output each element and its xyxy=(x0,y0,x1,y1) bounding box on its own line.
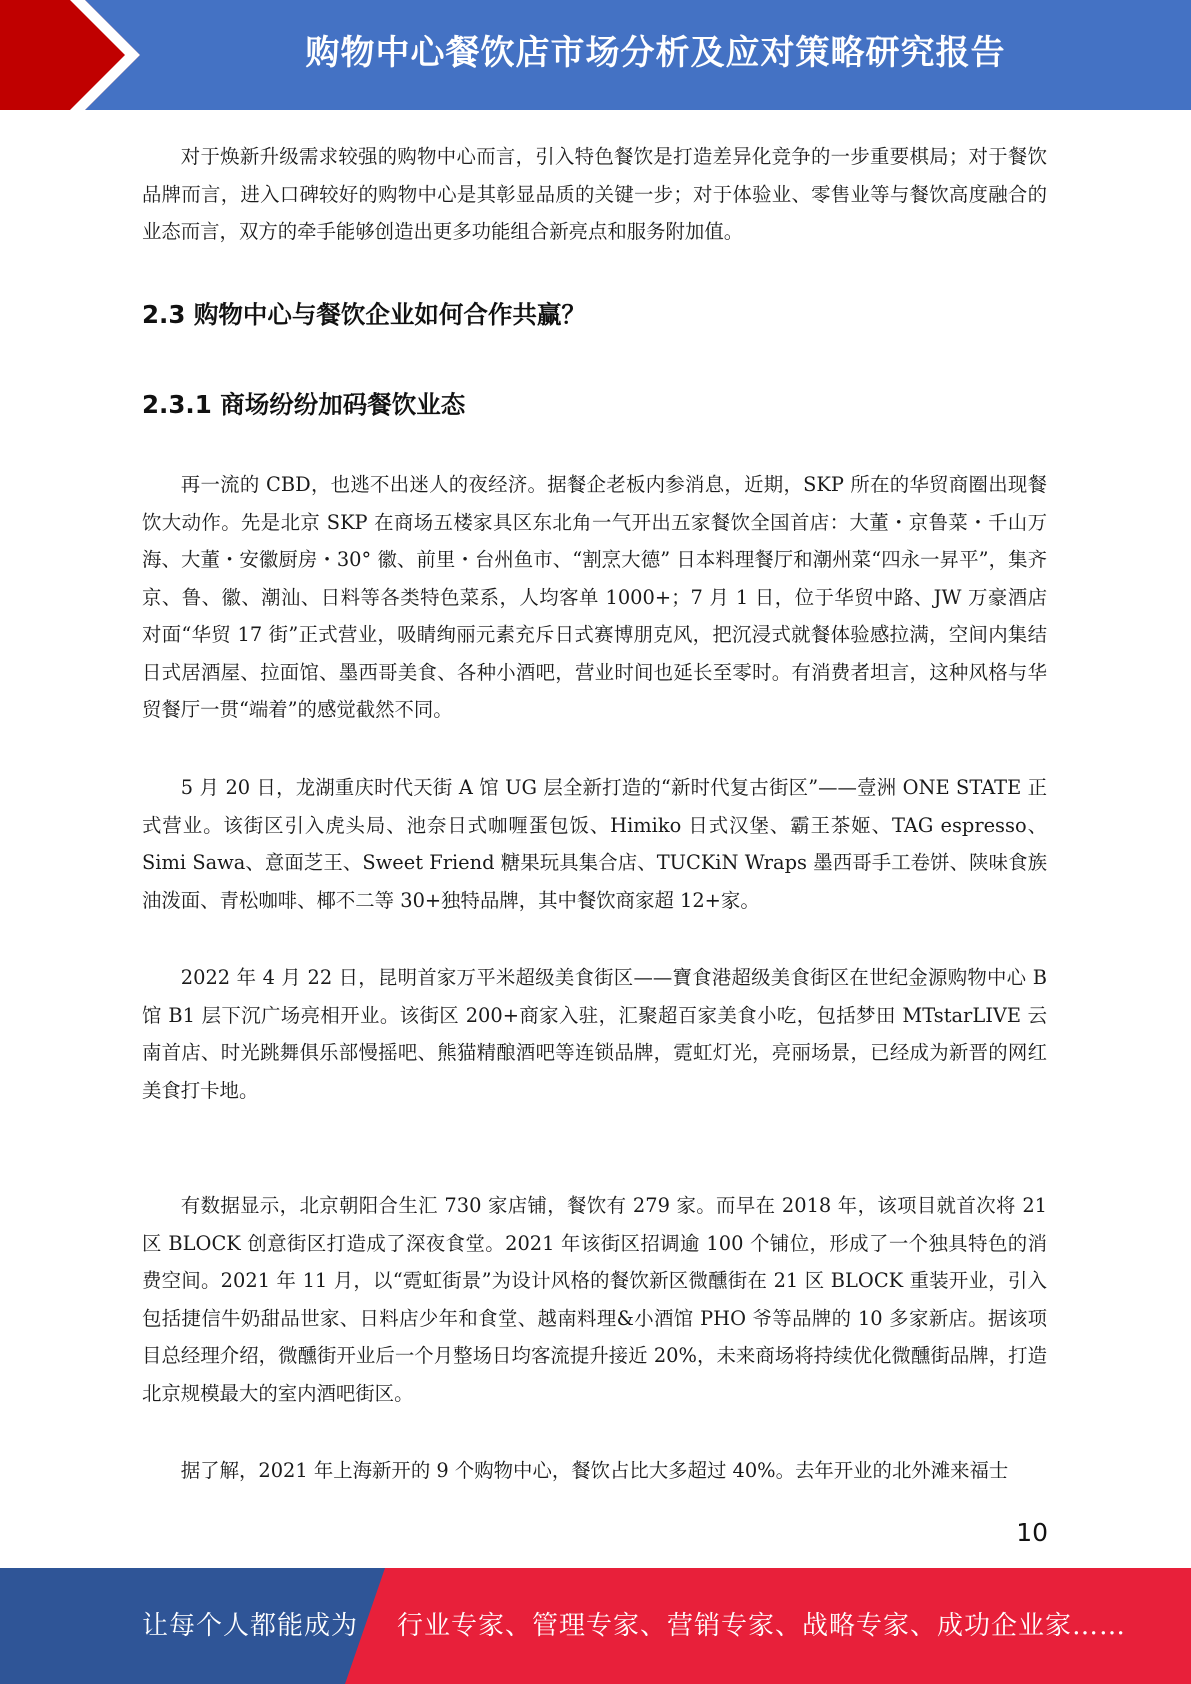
paragraph-longhu: 5 月 20 日，龙湖重庆时代天街 A 馆 UG 层全新打造的“新时代复古街区”——壹洲 ONE STATE 正式营业。该街区引入虎头局、池奈日式咖喱蛋包饭、Himiko 日式汉堡、霸王茶姬、TAG espresso、Simi Sawa、意面芝王、Sweet Friend 糖果玩具集合店、TUCKiN Wraps 墨西哥手工卷饼、陕味食族油泼面、青松咖啡、椰不二等 30+独特品牌，其中餐饮商家超 12+家。 xyxy=(142,776,1047,912)
section-heading-2-3: 2.3 购物中心与餐饮企业如何合作共赢？ xyxy=(142,300,586,329)
paragraph-skp: 再一流的 CBD，也逃不出迷人的夜经济。据餐企老板内参消息，近期，SKP 所在的华贸商圈出现餐饮大动作。先是北京 SKP 在商场五楼家具区东北角一气开出五家餐饮全国首店：大董・京鲁菜・千山万海、大董・安徽厨房・30° 徽、前里・台州鱼市、“割烹大德” 日本料理餐厅和潮州菜“四永一昇平”，集齐京、鲁、徽、潮汕、日料等各类特色菜系，人均客单 1000+；7 月 1 日，位于华贸中路、JW 万豪酒店对面“华贸 17 街”正式营业，吸睛绚丽元素充斥日式赛博朋克风，把沉浸式就餐体验感拉满，空间内集结日式居酒屋、拉面馆、墨西哥美食、各种小酒吧，营业时间也延长至零时。有消费者坦言，这种风格与华贸餐厅一贯“端着”的感觉截然不同。 xyxy=(142,473,1047,721)
footer-slogan-left: 让每个人都能成为 xyxy=(142,1611,359,1641)
paragraph-shanghai: 据了解，2021 年上海新开的 9 个购物中心，餐饮占比大多超过 40%。去年开业的北外滩来福士 xyxy=(180,1459,1009,1482)
document-title: 购物中心餐饮店市场分析及应对策略研究报告 xyxy=(305,33,1006,73)
header-chevron-decoration xyxy=(0,0,160,110)
paragraph-kunming: 2022 年 4 月 22 日，昆明首家万平米超级美食街区——寶食港超级美食街区在世纪金源购物中心 B 馆 B1 层下沉广场亮相开业。该街区 200+商家入驻，汇聚超百家美食小吃，包括梦田 MTstarLIVE 云南首店、时光跳舞俱乐部慢摇吧、熊猫精酿酒吧等连锁品牌，霓虹灯光，亮丽场景，已经成为新晋的网红美食打卡地。 xyxy=(142,966,1047,1102)
footer-slogan-right: 行业专家、管理专家、营销专家、战略专家、成功企业家…… xyxy=(397,1611,1127,1641)
paragraph-hesheng: 有数据显示，北京朝阳合生汇 730 家店铺，餐饮有 279 家。而早在 2018 年，该项目就首次将 21 区 BLOCK 创意街区打造成了深夜食堂。2021 年该街区招调逾 100 个铺位，形成了一个独具特色的消费空间。2021 年 11 月，以“霓虹街景”为设计风格的餐饮新区微醺街在 21 区 BLOCK 重装开业，引入包括捷信牛奶甜品世家、日料店少年和食堂、越南料理&小酒馆 PHO 爷等品牌的 10 多家新店。据该项目总经理介绍，微醺街开业后一个月整场日均客流提升接近 20%，未来商场将持续优化微醺街品牌，打造北京规模最大的室内酒吧街区。 xyxy=(142,1194,1047,1405)
page-footer xyxy=(0,1568,1191,1684)
subsection-heading-2-3-1: 2.3.1 商场纷纷加码餐饮业态 xyxy=(142,390,466,419)
paragraph-intro: 对于焕新升级需求较强的购物中心而言，引入特色餐饮是打造差异化竞争的一步重要棋局；对于餐饮品牌而言，进入口碑较好的购物中心是其彰显品质的关键一步；对于体验业、零售业等与餐饮高度融合的业态而言，双方的牵手能够创造出更多功能组合新亮点和服务附加值。 xyxy=(142,145,1047,243)
page-number: 10 xyxy=(1016,1518,1048,1547)
page-header xyxy=(0,0,1191,110)
